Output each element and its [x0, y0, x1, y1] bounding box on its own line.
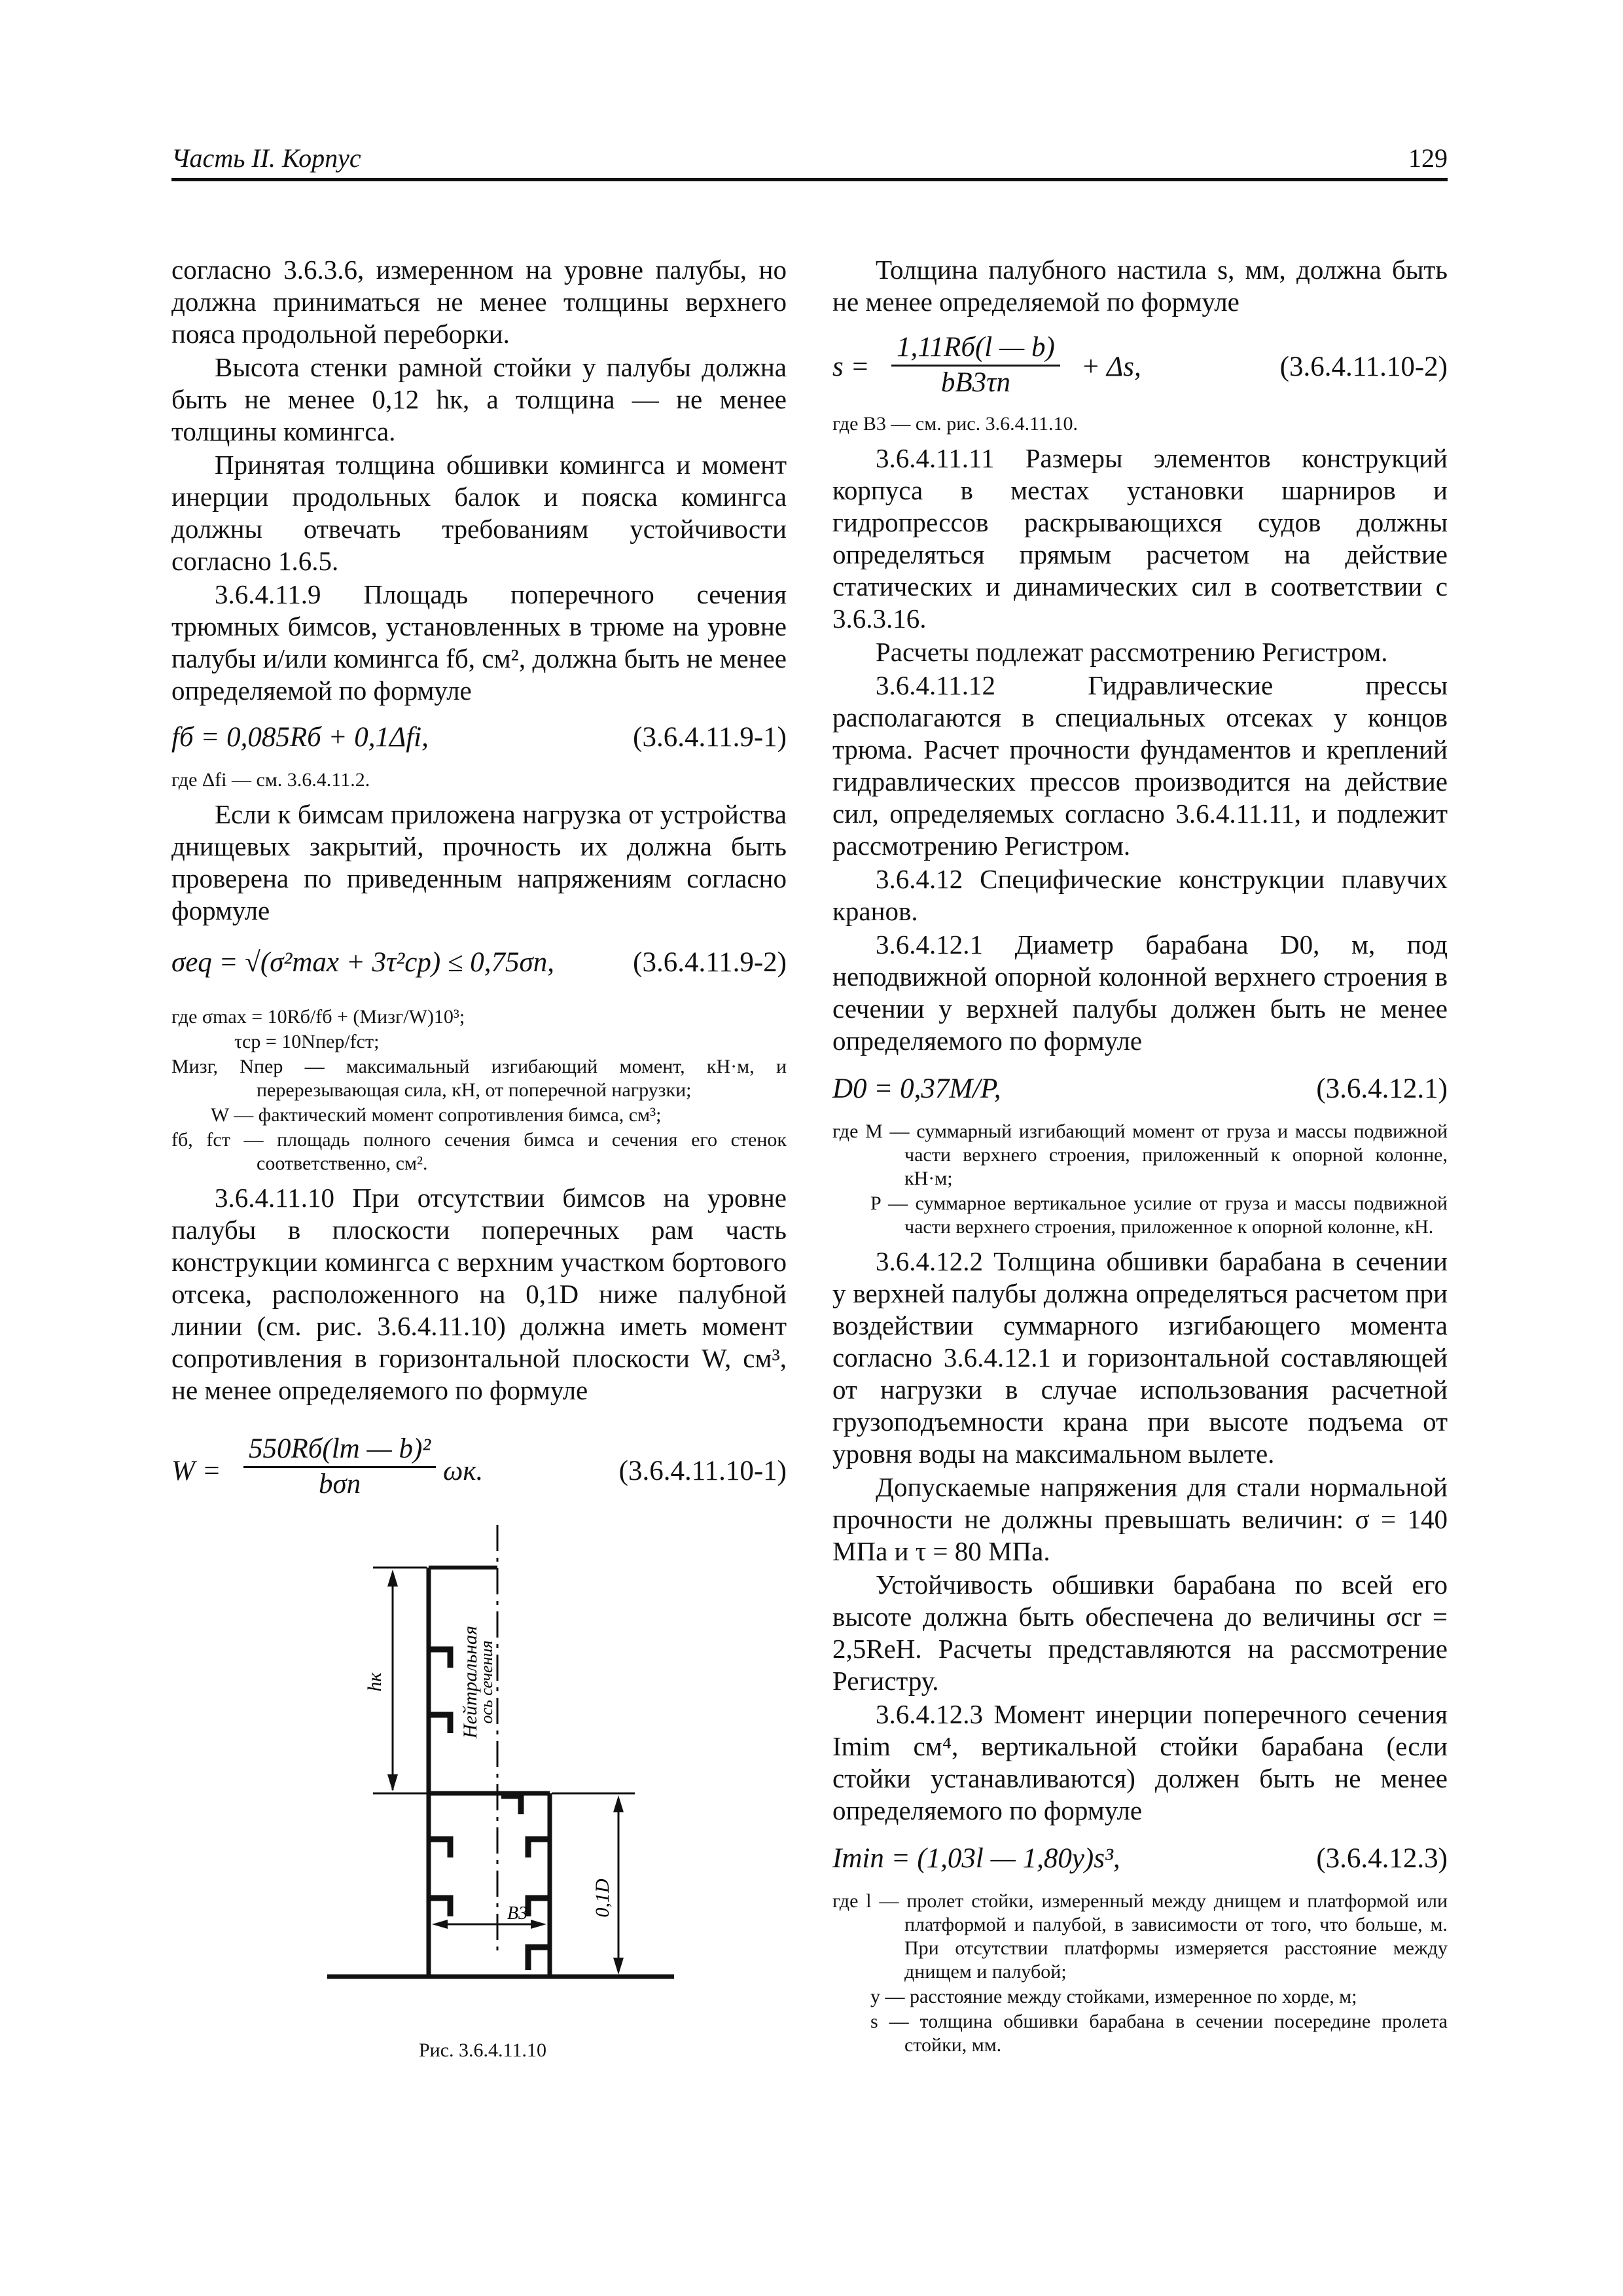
formula-number: (3.6.4.11.9-1)	[633, 722, 787, 753]
formula-legend: где l — пролет стойки, измеренный между днищем и платформой или платформой и палубой, в зависимости от того, что больше, м. При отсутствии платформы измеряется расстояние между днищем и палубой;	[832, 1890, 1448, 1982]
stiffener	[431, 1839, 450, 1857]
formula-3-6-4-11-10-2	[832, 331, 1448, 402]
formula-3-6-4-11-10-1	[171, 1433, 787, 1511]
paragraph: Если к бимсам приложена нагрузка от устройства днищевых закрытий, прочность их должна быть проверена по приведенным напряжениям согласно формуле	[171, 799, 787, 925]
formula-fraction	[243, 1433, 436, 1500]
paragraph-3-6-4-12-1: 3.6.4.12.1 Диаметр барабана D0, м, под неподвижной опорной колонной верхнего строения в сечении у верхней палубы должен быть не менее определяемого по формуле	[832, 929, 1448, 1056]
formula-legend: P — суммарное вертикальное усилие от груза и массы подвижной части верхнего строения, приложенное к опорной колонне, кН.	[870, 1193, 1448, 1238]
fraction-numerator: 1,11Rб(l — b)	[891, 331, 1060, 367]
paragraph-3-6-4-12-3: 3.6.4.12.3 Момент инерции поперечного сечения Imim см⁴, вертикальной стойки барабана (если стойки устанавливаются) должен быть не менее определяемого по формуле	[832, 1699, 1448, 1825]
paragraph-3-6-4-11-12: 3.6.4.11.12 Гидравлические прессы располагаются в специальных отсеках у концов трюма. Расчет прочности фундаментов и креплений гидравлических прессов производится на действие сил, определяемых согласно 3.6.4.11.11, и подлежит рассмотрению Регистром.	[832, 670, 1448, 861]
left-column	[171, 254, 787, 1522]
formula-legend: s — толщина обшивки барабана в сечении посередине пролета стойки, мм.	[870, 2011, 1448, 2056]
paragraph: Толщина палубного настила s, мм, должна быть не менее определяемой по формуле	[832, 255, 1448, 317]
stiffener	[431, 1649, 450, 1668]
formula-number: (3.6.4.11.9-2)	[633, 947, 787, 978]
paragraph-3-6-4-11-9: 3.6.4.11.9 Площадь поперечного сечения трюмных бимсов, установленных в трюме на уровне палубы и/или комингса fб, см², должна быть не менее определяемой по формуле	[171, 579, 787, 706]
right-column	[832, 254, 1448, 2064]
formula-tail: + Δs,	[1081, 351, 1141, 382]
paragraph: Устойчивость обшивки барабана по всей его высоте должна быть обеспечена до величины σcr = 2,5ReH. Расчеты представляются на рассмотрение Регистру.	[832, 1570, 1448, 1696]
stiffener	[431, 1715, 450, 1733]
formula-number: (3.6.4.12.3)	[1316, 1843, 1448, 1874]
stiffener	[431, 1898, 450, 1916]
hk-label: hк	[364, 1672, 385, 1692]
formula-3-6-4-12-3	[832, 1842, 1448, 1879]
formula-body: D0 = 0,37M/P,	[832, 1073, 1001, 1104]
paragraph-3-6-4-12: 3.6.4.12 Специфические конструкции плавучих кранов.	[832, 864, 1448, 926]
formula-legend: где M — суммарный изгибающий момент от груза и массы подвижной части верхнего строения, приложенный к опорной колонне, кН·м;	[832, 1121, 1448, 1189]
paragraph: Расчеты подлежат рассмотрению Регистром.	[876, 637, 1388, 667]
header-rule	[171, 178, 1448, 181]
formula-fraction	[891, 331, 1060, 399]
formula-legend: W — фактический момент сопротивления бимса, см³;	[211, 1104, 662, 1126]
formula-legend: где Δfi — см. 3.6.4.11.2.	[171, 769, 370, 791]
stiffener	[528, 1839, 548, 1857]
formula-legend: y — расстояние между стойками, измеренное по хорде, м;	[870, 1986, 1357, 2007]
paragraph: Допускаемые напряжения для стали нормальной прочности не должны превышать величин: σ = 140 МПа и τ = 80 МПа.	[832, 1472, 1448, 1566]
paragraph-3-6-4-12-2: 3.6.4.12.2 Толщина обшивки барабана в сечении у верхней палубы должна определяться расчетом при воздействии суммарного изгибающего момента согласно 3.6.4.12.1 и горизонтальной составляющей от нагрузки в случае использования расчетной грузоподъемности крана при высоте подъема от уровня воды на максимальном вылете.	[832, 1246, 1448, 1469]
paragraph-3-6-4-11-11: 3.6.4.11.11 Размеры элементов конструкций корпуса в местах установки шарниров и гидропрессов раскрывающихся судов должны определяться прямым расчетом на действие статических и динамических сил в соответствии с 3.6.3.16.	[832, 443, 1448, 634]
neutral-axis-label-2: ось сечения	[477, 1640, 496, 1724]
running-header-section: Часть II. Корпус	[171, 143, 361, 173]
formula-legend: где σmax = 10Rб/fб + (Mизг/W)10³;	[171, 1006, 465, 1028]
formula-legend: где B3 — см. рис. 3.6.4.11.10.	[832, 413, 1078, 435]
fraction-numerator: 550Rб(lт — b)²	[243, 1433, 436, 1468]
stiffener	[528, 1947, 548, 1970]
formula-tail: ωк.	[443, 1456, 484, 1486]
page-number: 129	[1408, 143, 1448, 173]
stiffener	[501, 1796, 521, 1814]
formula-3-6-4-11-9-1	[171, 721, 787, 758]
formula-number: (3.6.4.11.10-1)	[618, 1456, 787, 1486]
formula-legend: fб, fст — площадь полного сечения бимса и сечения его стенок соответственно, см².	[171, 1129, 787, 1174]
formula-3-6-4-11-9-2	[171, 946, 787, 983]
formula-legend: τср = 10Nпер/fст;	[234, 1031, 380, 1052]
paragraph: Высота стенки рамной стойки у палубы должна быть не менее 0,12 hк, а толщина — не менее толщины комингса.	[171, 352, 787, 446]
neutral-axis-label-1: Нейтральная	[459, 1625, 481, 1739]
paragraph: Принятая толщина обшивки комингса и момент инерции продольных балок и пояска комингса должны отвечать требованиям устойчивости согласно 1.6.5.	[171, 450, 787, 576]
stiffener	[528, 1898, 548, 1916]
formula-body: σeq = √(σ²max + 3τ²ср) ≤ 0,75σn,	[171, 947, 554, 978]
figure-3-6-4-11-10	[308, 1518, 700, 1983]
formula-lhs: s =	[832, 351, 870, 382]
fraction-denominator: bB3τn	[940, 367, 1010, 398]
formula-body: Imin = (1,03l — 1,80y)s³,	[832, 1843, 1120, 1874]
01d-label: 0,1D	[592, 1878, 613, 1918]
paragraph-3-6-4-11-10: 3.6.4.11.10 При отсутствии бимсов на уровне палубы в плоскости поперечных рам часть конструкции комингса с верхним участком бортового отсека, расположенного на 0,1D ниже палубной линии (см. рис. 3.6.4.11.10) должна иметь момент сопротивления в горизонтальной плоскости W, см³, не менее определяемого по формуле	[171, 1183, 787, 1405]
paragraph: согласно 3.6.3.6, измеренном на уровне палубы, но должна приниматься не менее толщины верхнего пояса продольной переборки.	[171, 255, 787, 349]
formula-3-6-4-12-1	[832, 1073, 1448, 1109]
b3-label: B3	[507, 1903, 528, 1924]
fraction-denominator: bσn	[318, 1469, 361, 1499]
formula-body: fб = 0,085Rб + 0,1Δfi,	[171, 722, 429, 753]
formula-lhs: W =	[171, 1456, 221, 1486]
figure-caption: Рис. 3.6.4.11.10	[419, 2039, 546, 2061]
formula-number: (3.6.4.12.1)	[1316, 1073, 1448, 1104]
formula-number: (3.6.4.11.10-2)	[1279, 351, 1448, 382]
formula-legend: Mизг, Nпер — максимальный изгибающий момент, кН·м, и перерезывающая сила, кН, от поперечной нагрузки;	[171, 1056, 787, 1101]
